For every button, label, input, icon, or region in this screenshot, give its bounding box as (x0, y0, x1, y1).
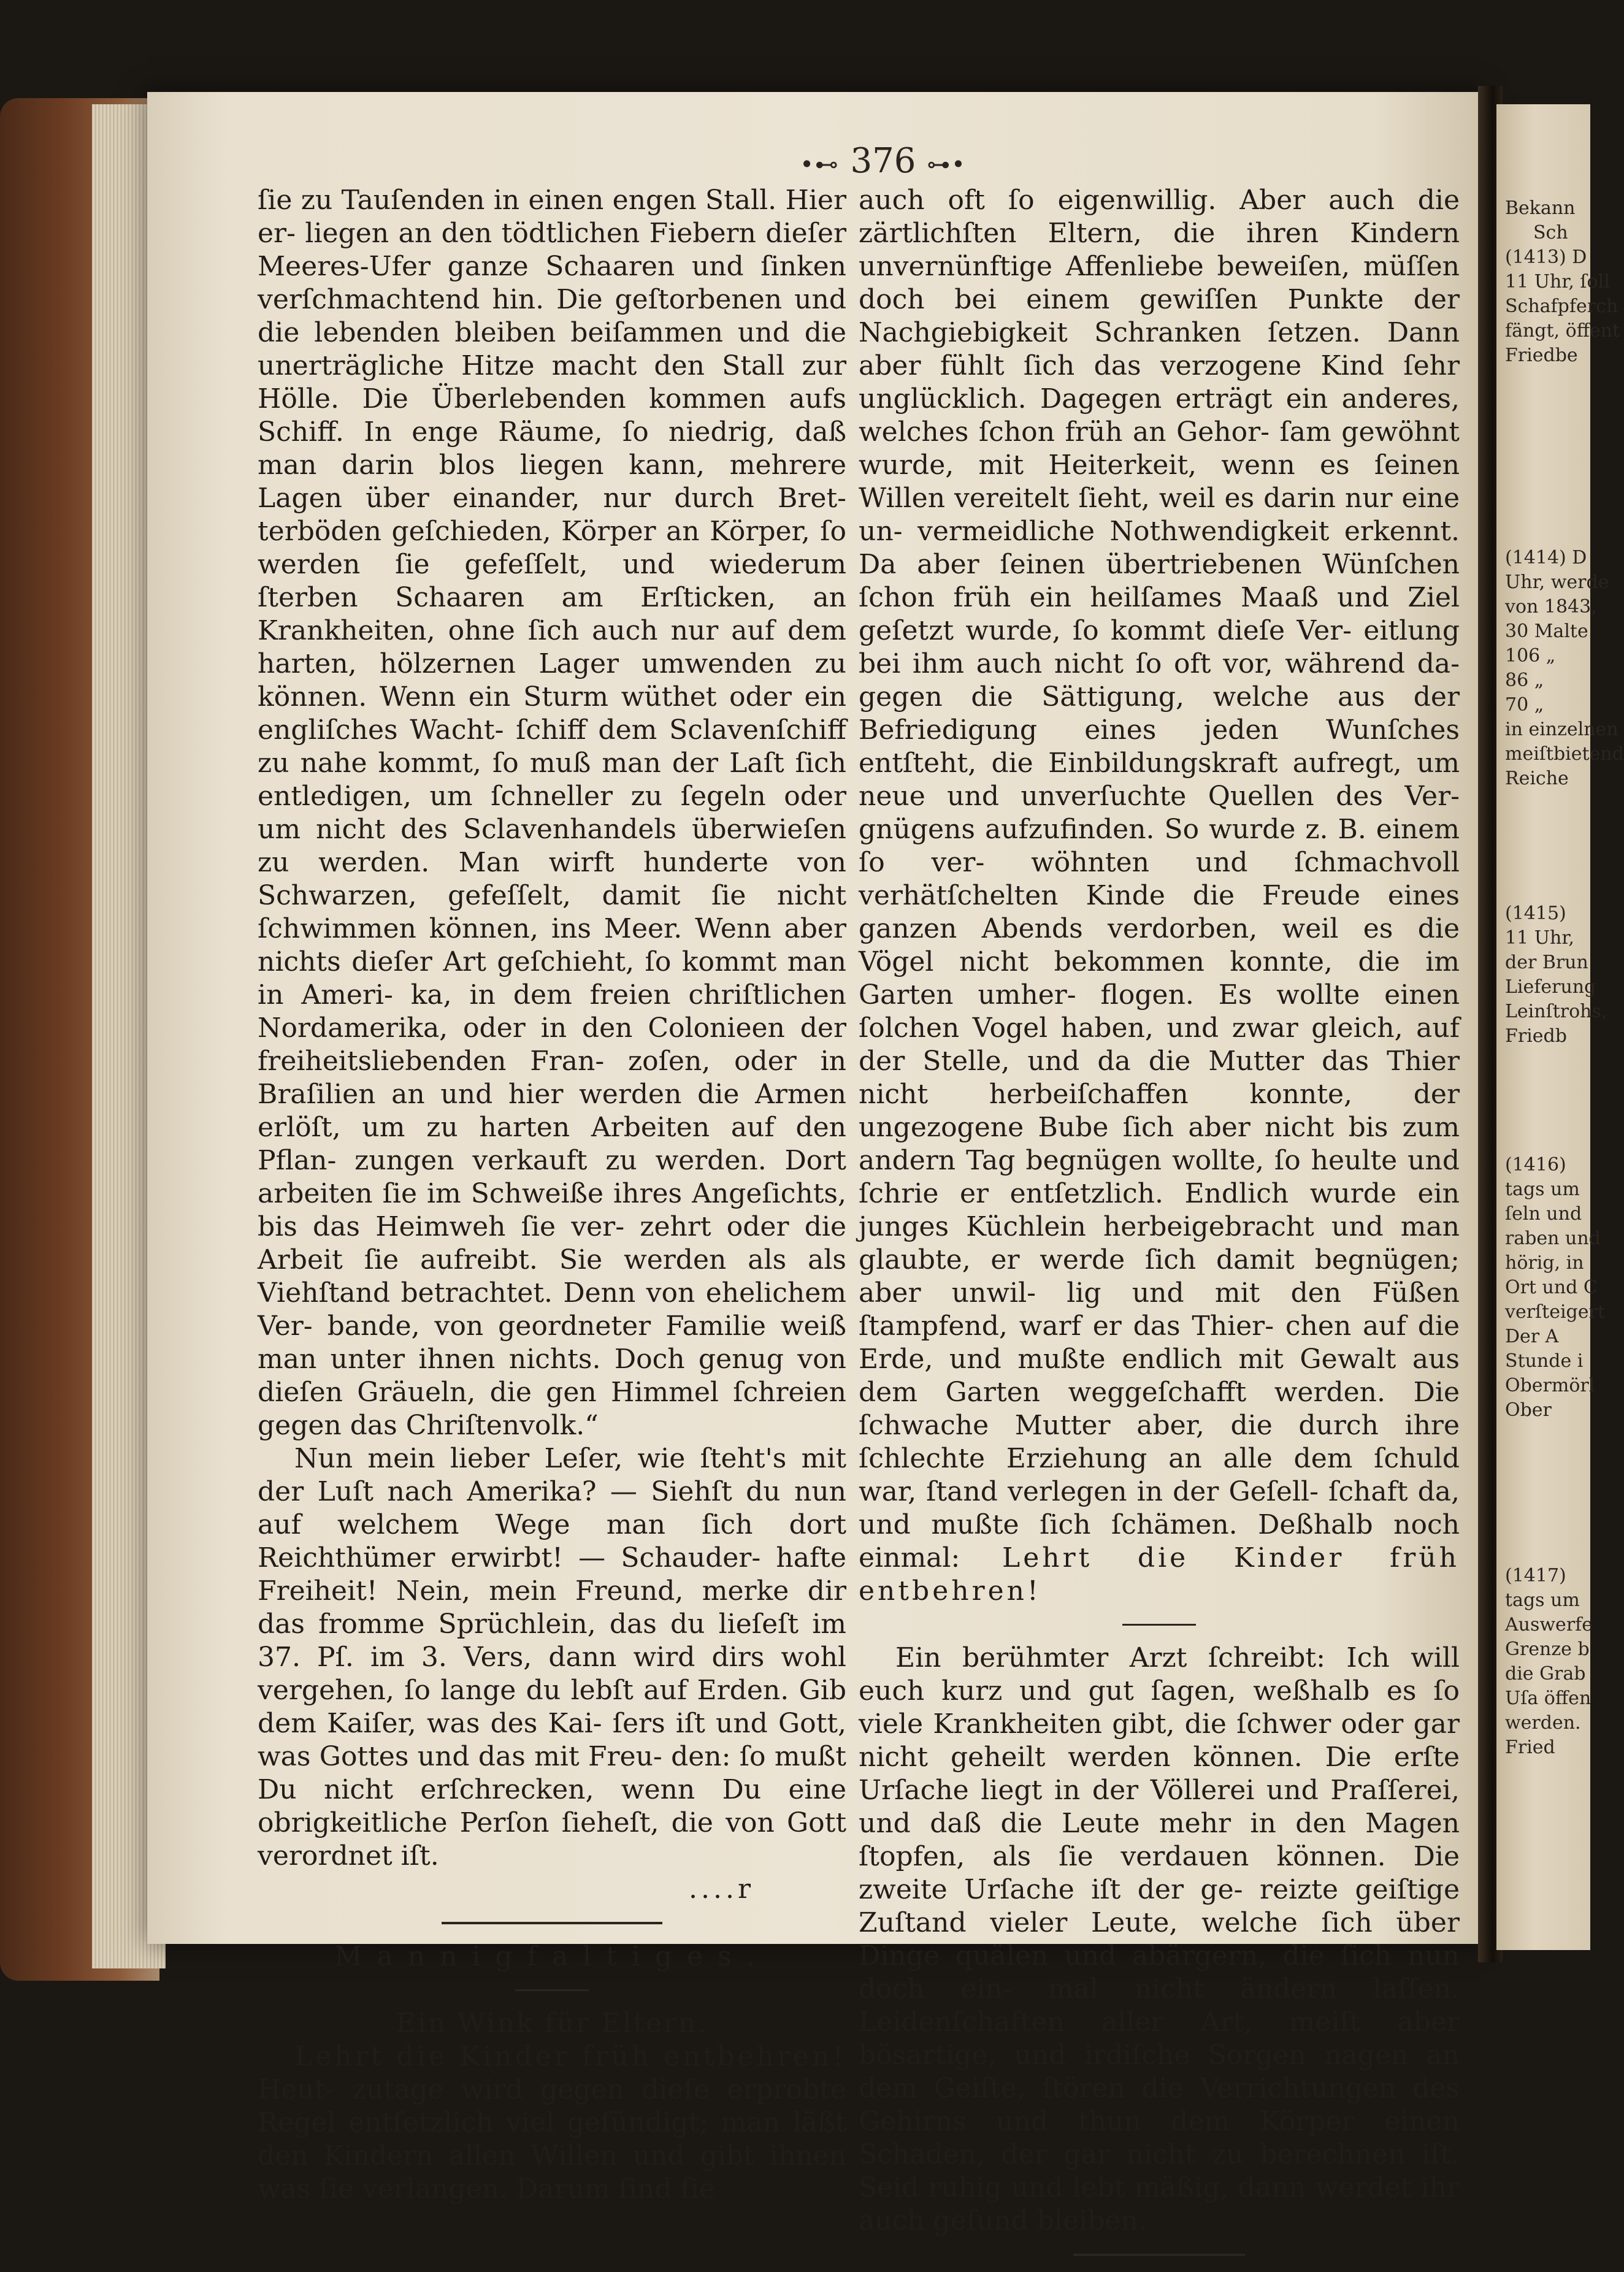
spaced-emphasis-tail: Lehrt die Kinder früh entbehren! (859, 1542, 1460, 1607)
next-page-line: fängt, öffent (1505, 320, 1620, 342)
next-page-line: der Brun (1505, 952, 1588, 973)
next-page-line: 30 Malte (1505, 621, 1588, 642)
next-page-line: Ort und C (1505, 1277, 1598, 1298)
next-page-line: (1415) (1505, 903, 1566, 924)
next-page-line: tags um (1505, 1589, 1580, 1611)
page-ornament-left-icon: •⊷ (800, 151, 840, 178)
next-page-line: Grenze b (1505, 1639, 1590, 1660)
right-paragraph-2: Ein berühmter Arzt ſchreibt: Ich will euch kurz und gut ſagen, weßhalb es ſo viele Krankheiten gibt, die ſchwer oder gar nicht geheilt werden können. Die erſte Urſache liegt in der Völlerei und Praſſerei, und daß die Leute mehr in den Magen ſtopfen, als ſie verdauen können. Die zweite Urſache iſt der ge- reizte geiſtige Zuſtand vieler Leute, welche ſich über Dinge quälen und abärgern, die ſich nun doch ein- mal nicht ändern laſſen. Leidenſchaften aller Art, meiſt aber bösartige, und irdiſche Sorgen nagen an dem Geiſte, ſtören die Verrichtungen des Gehirns und thun dem Körper einen Schaden, der gar nicht zu berechnen iſt. Seid ruhig und lebt mäßig, dann werdet ihr auch geſund bleiben. (859, 1642, 1460, 2236)
divider-rule-short-2 (1122, 1624, 1196, 1626)
next-page-block-1 (1496, 196, 1620, 368)
section-title: Mannigfaltiges. (334, 1941, 770, 1972)
page-number: 376 (850, 141, 916, 181)
next-page-line: Der A (1505, 1326, 1559, 1347)
next-page-line: Schafpferch (1505, 296, 1618, 317)
left-paragraph-2: Nun mein lieber Leſer, wie ſteht's mit der Luſt nach Amerika? — Siehſt du nun auf welchem Wege man ſich dort Reichthümer erwirbt! — Schauder- hafte Freiheit! Nein, mein Freund, merke dir das fromme Sprüchlein, das du lieſeſt im 37. Pſ. im 3. Vers, dann wird dirs wohl vergehen, ſo lange du lebſt auf Erden. Gib dem Kaiſer, was des Kai- ſers iſt und Gott, was Gottes und das mit Freu- den: ſo mußt Du nicht erſchrecken, wenn Du eine obrigkeitliche Perſon ſieheſt, die von Gott verordnet iſt. (258, 1443, 846, 1872)
next-page-line: (1417) (1505, 1565, 1566, 1586)
signature: ....r (689, 1873, 754, 1905)
next-page-line: (1416) (1505, 1154, 1566, 1176)
left-paragraph-3: Heut- zutage wird gegen dieſe erprobte Regel entſetzlich viel geſündigt; man läßt den Kindern allen Willen und gibt ihnen was ſie verlangen. Darum ſind ſie (258, 2074, 846, 2205)
next-page-line: Uhr, werde (1505, 572, 1609, 593)
next-page-line: verſteigert (1505, 1301, 1605, 1323)
article-subtitle: Ein Wink für Eltern. (396, 2008, 708, 2039)
next-page-line: in einzelnen (1505, 719, 1618, 740)
next-page-line: 70 „ (1505, 694, 1544, 716)
next-page-line: die Grab (1505, 1663, 1586, 1685)
next-page-line: ſeln und (1505, 1203, 1582, 1225)
next-page-line: tags um (1505, 1179, 1580, 1200)
next-page-line: Sch (1533, 222, 1568, 243)
divider-rule-end (1073, 2254, 1245, 2256)
next-page-line: Fried (1505, 1737, 1555, 1758)
next-page-line: meiſtbietend (1505, 743, 1624, 765)
next-page-line: von 1843, (1505, 596, 1597, 618)
next-page-block-4 (1496, 1153, 1605, 1423)
right-paragraph-1: auch oft ſo eigenwillig. Aber auch die zärtlichſten Eltern, die ihren Kindern unvernünftige Affenliebe beweiſen, müſſen doch bei einem gewiſſen Punkte der Nachgiebigkeit Schranken ſetzen. Dann aber fühlt ſich das verzogene Kind ſehr unglücklich. Dagegen erträgt ein anderes, welches ſchon früh an Gehor- ſam gewöhnt wurde, mit Heiterkeit, wenn es ſeinen Willen vereitelt ſieht, weil es darin nur eine un- vermeidliche Nothwendigkeit erkennt. Da aber ſeinen übertriebenen Wünſchen ſchon früh ein heilſames Maaß und Ziel geſetzt wurde, ſo kommt dieſe Ver- eitlung bei ihm auch nicht ſo oft vor, während da- gegen die Sättigung, welche aus der Befriedigung eines jeden Wunſches entſteht, die Einbildungskraft aufregt, um neue und unverſuchte Quellen des Ver- gnügens aufzufinden. So wurde z. B. einem ſo ver- wöhnten und ſchmachvoll verhätſchelten Kinde die Freude eines ganzen Abends verdorben, weil es die Vögel nicht bekommen konnte, die im Garten umher- flogen. Es wollte einen ſolchen Vogel haben, und zwar gleich, auf der Stelle, und da die Mutter das Thier nicht herbeiſchaffen konnte, der ungezogene Bube ſich aber nicht bis zum andern Tag begnügen wollte, ſo heulte und ſchrie er entſetzlich. Endlich wurde ein junges Küchlein herbeigebracht und man glaubte, er werde ſich damit begnügen; aber unwil- lig und mit den Füßen ſtampfend, warf er das Thier- chen auf die Erde, und mußte endlich mit Gewalt aus dem Garten weggeſchafft werden. Die ſchwache Mutter aber, die durch ihre ſchlechte Erziehung an alle dem ſchuld war, ſtand verlegen in der Geſell- ſchaft da, und mußte ſich ſchämen. Deßhalb noch einmal: (859, 185, 1460, 1574)
page-number-header (785, 141, 981, 184)
next-page-line: Ober (1505, 1399, 1552, 1421)
next-page-line: werden. (1505, 1712, 1581, 1734)
next-page-line: Auswerfe (1505, 1614, 1593, 1635)
next-page-block-3 (1496, 901, 1607, 1049)
next-page-line: 106 „ (1505, 645, 1556, 667)
next-page-line: Friedbe (1505, 345, 1578, 366)
left-paragraph-1: ſie zu Tauſenden in einen engen Stall. Hier er- liegen an den tödtlichen Fiebern dieſer Meeres-Ufer ganze Schaaren und ſinken verſchmachtend hin. Die geſtorbenen und die lebenden bleiben beiſammen und die unerträgliche Hitze macht den Stall zur Hölle. Die Überlebenden kommen aufs Schiff. In enge Räume, ſo niedrig, daß man darin blos liegen kann, mehrere Lagen über einander, nur durch Bret- terböden geſchieden, Körper an Körper, ſo werden ſie gefeſſelt, und wiederum ſterben Schaaren am Erſticken, an Krankheiten, ohne ſich auch nur auf dem harten, hölzernen Lager umwenden zu können. Wenn ein Sturm wüthet oder ein engliſches Wacht- ſchiff dem Sclavenſchiff zu nahe kommt, ſo muß man der Laſt ſich entledigen, um ſchneller zu ſegeln oder um nicht des Sclavenhandels überwieſen zu werden. Man wirft hunderte von Schwarzen, gefeſſelt, damit ſie nicht ſchwimmen können, ins Meer. Wenn aber nichts dieſer Art geſchieht, ſo kommt man in Ameri- ka, in dem freien chriſtlichen Nordamerika, oder in den Colonieen der freiheitsliebenden Fran- zoſen, oder in Braſilien an und hier werden die Armen erlöſt, um zu harten Arbeiten auf den Pflan- zungen verkauft zu werden. Dort arbeiten ſie im Schweiße ihres Angeſichts, bis das Heimweh ſie ver- zehrt oder die Arbeit ſie aufreibt. Sie werden als als Viehſtand betrachtet. Denn von ehelichem Ver- bande, von geordneter Familie weiß man unter ihnen nichts. Doch genug von dieſen Gräueln, die gen Himmel ſchreien gegen das Chriſtenvolk.“ (258, 185, 846, 1441)
next-page-line: Reiche (1505, 768, 1569, 789)
next-page-line: Bekann (1505, 197, 1576, 219)
divider-rule-short (515, 1989, 589, 1991)
next-page-line: Leinſtrohs, (1505, 1001, 1607, 1022)
next-page-line: Stunde i (1505, 1350, 1584, 1372)
next-page-block-5 (1496, 1564, 1593, 1760)
right-column (859, 184, 1460, 2272)
next-page-fragment (1496, 104, 1624, 1950)
next-page-line: Friedb (1505, 1025, 1567, 1047)
next-page-line: Uſa öffen (1505, 1688, 1591, 1709)
divider-rule (442, 1922, 662, 1924)
left-column (258, 184, 846, 2206)
page-ornament-right-icon: ⊶• (927, 151, 967, 178)
next-page-line: (1414) D (1505, 547, 1587, 568)
next-page-line: 86 „ (1505, 670, 1544, 691)
next-page-line: raben und (1505, 1228, 1601, 1249)
next-page-line: 11 Uhr, (1505, 927, 1574, 949)
spaced-emphasis-lead: Lehrt die Kinder früh entbehren! (294, 2041, 846, 2072)
next-page-line: hörig, in (1505, 1252, 1584, 1274)
next-page-line: (1413) D (1505, 247, 1587, 268)
next-page-block-2 (1496, 546, 1624, 791)
next-page-line: 11 Uhr, ſoll (1505, 271, 1610, 293)
next-page-line: Obermörl (1505, 1375, 1595, 1396)
next-page-line: Lieferung (1505, 976, 1596, 998)
